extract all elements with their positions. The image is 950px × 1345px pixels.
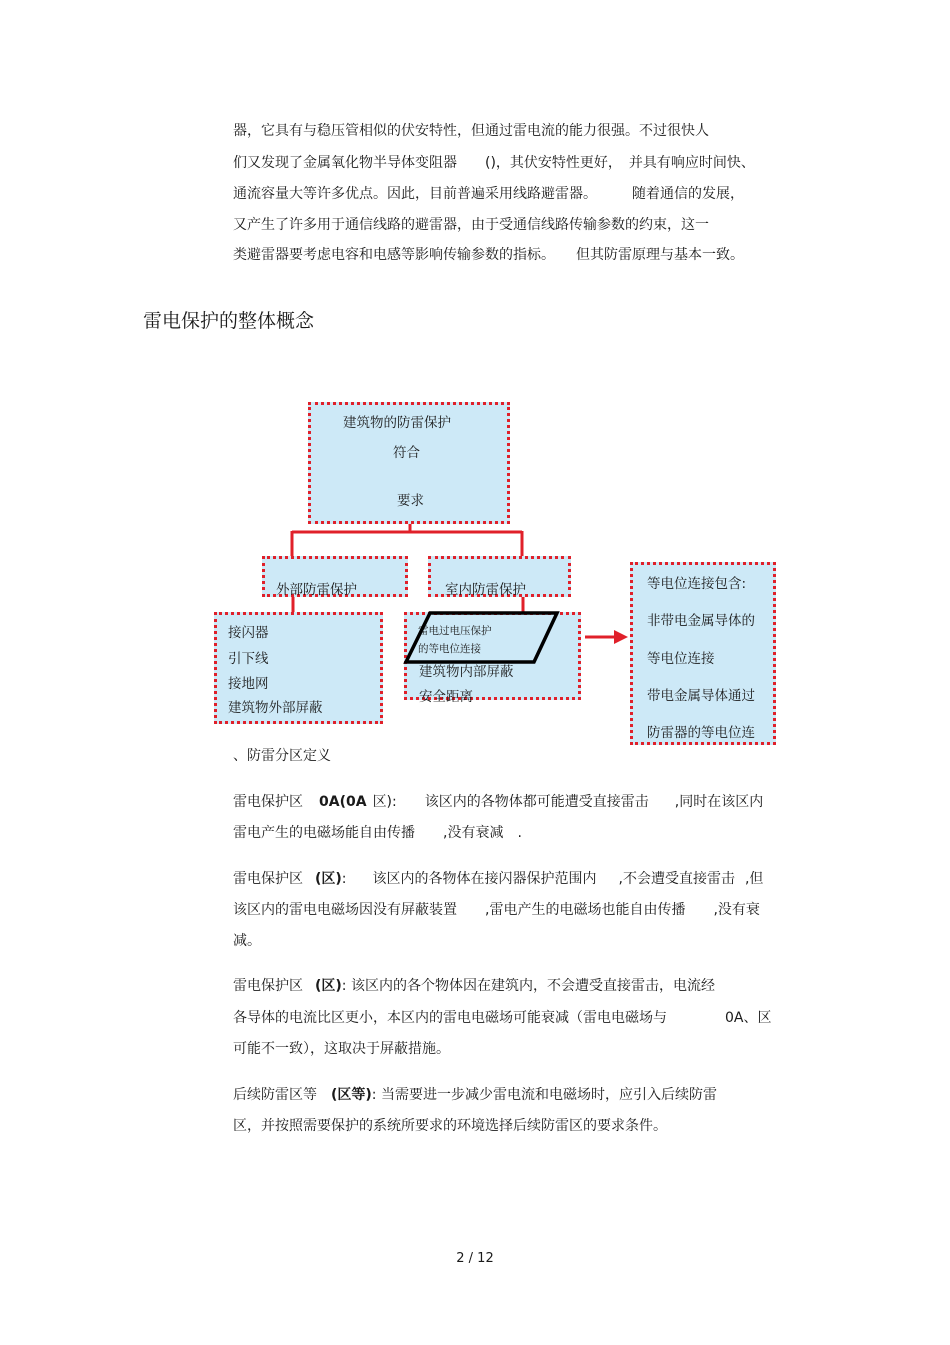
page-number: 2 / 12 — [456, 1251, 494, 1266]
zone-0a-code-suffix: 区) — [372, 794, 393, 810]
zone-0b-desc-mid: ,不会遭受直接雷击 — [618, 871, 735, 887]
zone-0b-colon: : — [341, 871, 347, 887]
zone-0a-line-1 — [233, 792, 763, 812]
zone-0a-colon: : — [392, 794, 397, 810]
zone-0b-desc-tail: ,但 — [744, 871, 764, 887]
zone-1-line-2 — [233, 1008, 771, 1028]
internal-item: 建筑物内部屏蔽 — [419, 664, 514, 680]
equipotential-line: 非带电金属导体的 — [647, 613, 755, 629]
intro-line-4: 又产生了许多用于通信线路的避雷器，由于受通信线路传输参数的约束，这一 — [233, 217, 709, 233]
zone-0b-line-2: 该区内的雷电电磁场因没有屏蔽装置 ,雷电产生的电磁场也能自由传播 ,没有衰 — [233, 902, 760, 918]
zone-1-code: (区) — [315, 978, 342, 994]
zone-0a-code: 0A(0A — [319, 794, 367, 810]
zone-n-name: 后续防雷区等 — [233, 1087, 317, 1103]
internal-small-line-1: 雷电过电压保护 — [418, 625, 492, 637]
zone-1-desc: : 该区内的各个物体因在建筑内，不会遭受直接雷击，电流经 — [341, 978, 715, 994]
zone-n-line-2: 区，并按照需要保护的系统所要求的环境选择后续防雷区的要求条件。 — [233, 1118, 667, 1134]
top-box-line-3: 要求 — [397, 493, 424, 509]
zone-0a-desc-tail: ,同时在该区内 — [674, 794, 764, 810]
external-item: 接地网 — [228, 676, 269, 692]
zone-1-desc-2-tail: 0A、区 — [725, 1010, 772, 1026]
intro-line-3: 通流容量大等许多优点。因此，目前普遍采用线路避雷器。 随着通信的发展， — [233, 186, 744, 202]
zone-1-line-1 — [233, 976, 715, 996]
intro-line-5: 类避雷器要考虑电容和电感等影响传输参数的指标。 但其防雷原理与基本一致。 — [233, 247, 744, 263]
zone-n-line-1 — [233, 1085, 717, 1105]
external-item: 引下线 — [228, 651, 269, 667]
zone-n-code: (区等) — [331, 1087, 372, 1103]
equipotential-line: 防雷器的等电位连 — [647, 725, 755, 741]
top-box-line-1: 建筑物的防雷保护 — [343, 415, 451, 431]
zone-n-desc: : 当需要进一步减少雷电流和电磁场时，应引入后续防雷 — [371, 1087, 717, 1103]
zone-0a-line-2: 雷电产生的电磁场能自由传播 ,没有衰减 . — [233, 825, 522, 841]
external-protection-label: 外部防雷保护 — [276, 582, 357, 598]
zone-0a-name: 雷电保护区 — [233, 794, 303, 810]
zone-1-desc-2: 各导体的电流比区更小，本区内的雷电电磁场可能衰减（雷电电磁场与 — [233, 1010, 667, 1026]
equipotential-line: 等电位连接 — [647, 651, 715, 667]
internal-protection-label: 室内防雷保护 — [445, 582, 526, 598]
equipotential-line: 带电金属导体通过 — [647, 688, 755, 704]
zone-0b-code: (区) — [315, 871, 342, 887]
zone-0b-name: 雷电保护区 — [233, 871, 303, 887]
external-item: 接闪器 — [228, 625, 269, 641]
equipotential-line: 等电位连接包含: — [647, 576, 747, 592]
top-box-line-2: 符合 — [393, 445, 420, 461]
section-heading: 雷电保护的整体概念 — [143, 310, 315, 332]
internal-small-line-2: 的等电位连接 — [418, 643, 481, 655]
intro-line-2: 们又发现了金属氧化物半导体变阻器 ()，其伏安特性更好， 并具有响应时间快、 — [233, 155, 755, 171]
external-item: 建筑物外部屏蔽 — [228, 700, 323, 716]
zone-0b-desc: 该区内的各物体在接闪器保护范围内 — [372, 871, 597, 887]
internal-item: 安全距离 — [419, 689, 473, 705]
zone-0b-line-3: 减。 — [233, 933, 261, 949]
zone-1-line-3: 可能不一致），这取决于屏蔽措施。 — [233, 1041, 450, 1057]
zone-0a-desc: 该区内的各物体都可能遭受直接雷击 — [424, 794, 649, 810]
section-title: 、防雷分区定义 — [233, 748, 331, 764]
intro-line-1: 器，它具有与稳压管相似的伏安特性，但通过雷电流的能力很强。不过很快人 — [233, 123, 709, 139]
zone-1-name: 雷电保护区 — [233, 978, 303, 994]
zone-0b-line-1 — [233, 869, 763, 889]
